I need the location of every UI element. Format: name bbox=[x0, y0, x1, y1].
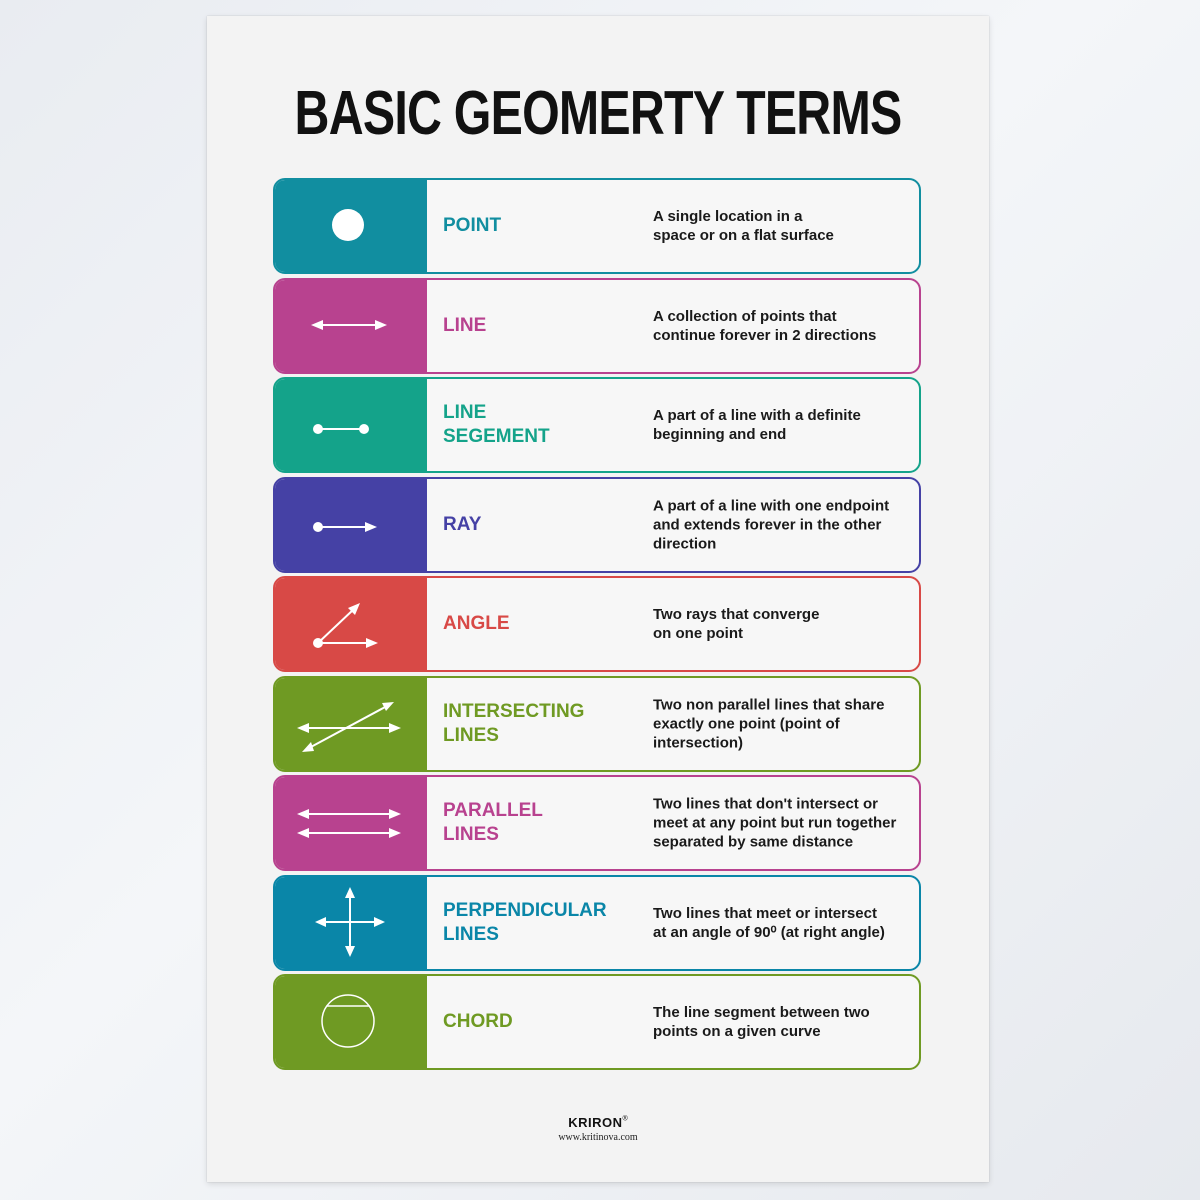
registered-mark: ® bbox=[622, 1115, 628, 1123]
term-label: CHORD bbox=[443, 1011, 513, 1032]
term-description: A part of a line with one endpoint and extends forever in the other direction bbox=[653, 497, 890, 552]
brand-name: KRIRON bbox=[568, 1115, 623, 1130]
term-label: LINE SEGEMENT bbox=[443, 402, 550, 447]
page-title: BASIC GEOMERTY TERMS bbox=[294, 79, 902, 148]
footer bbox=[207, 1114, 989, 1143]
term-row-intersecting-lines bbox=[273, 676, 921, 772]
term-row-line-segment bbox=[273, 377, 921, 473]
term-description: A part of a line with a definite beginning and end bbox=[653, 407, 861, 443]
term-row-perpendicular-lines bbox=[273, 875, 921, 971]
line-icon bbox=[275, 280, 427, 372]
angle-icon bbox=[275, 578, 427, 670]
term-row-angle bbox=[273, 576, 921, 672]
term-label: LINE bbox=[443, 314, 487, 336]
term-label: INTERSECTING LINES bbox=[443, 700, 585, 746]
term-label: RAY bbox=[443, 513, 482, 535]
ray-icon bbox=[275, 479, 427, 571]
term-label: ANGLE bbox=[443, 613, 510, 634]
poster bbox=[207, 16, 989, 1182]
term-description: Two non parallel lines that share exactly one point (point of intersection) bbox=[653, 696, 885, 751]
line-segment-icon bbox=[275, 379, 427, 471]
parallel-lines-icon bbox=[275, 777, 427, 869]
term-row-ray bbox=[273, 477, 921, 573]
term-row-line bbox=[273, 278, 921, 374]
term-description: A single location in a space or on a flat surface bbox=[653, 208, 834, 244]
term-description: The line segment between two points on a given curve bbox=[653, 1004, 870, 1040]
brand-logo bbox=[207, 1114, 989, 1132]
term-row-point bbox=[273, 178, 921, 274]
point-icon bbox=[275, 180, 427, 272]
term-label: PERPENDICULAR LINES bbox=[443, 899, 607, 945]
intersecting-lines-icon bbox=[275, 678, 427, 770]
terms-list bbox=[273, 178, 921, 1074]
perpendicular-lines-icon bbox=[275, 877, 427, 969]
term-description: Two lines that meet or intersect at an angle of 90⁰ (at right angle) bbox=[653, 904, 885, 941]
term-description: Two lines that don't intersect or meet at any point but run together separated by same distance bbox=[653, 795, 897, 851]
term-row-parallel-lines bbox=[273, 775, 921, 871]
term-description: A collection of points that continue forever in 2 directions bbox=[653, 307, 877, 344]
term-label: PARALLEL LINES bbox=[443, 800, 543, 845]
website-link: www.kritinova.com bbox=[558, 1132, 638, 1143]
term-row-chord bbox=[273, 974, 921, 1070]
term-label: POINT bbox=[443, 215, 502, 236]
chord-icon bbox=[275, 976, 427, 1068]
term-description: Two rays that converge on one point bbox=[653, 606, 820, 642]
